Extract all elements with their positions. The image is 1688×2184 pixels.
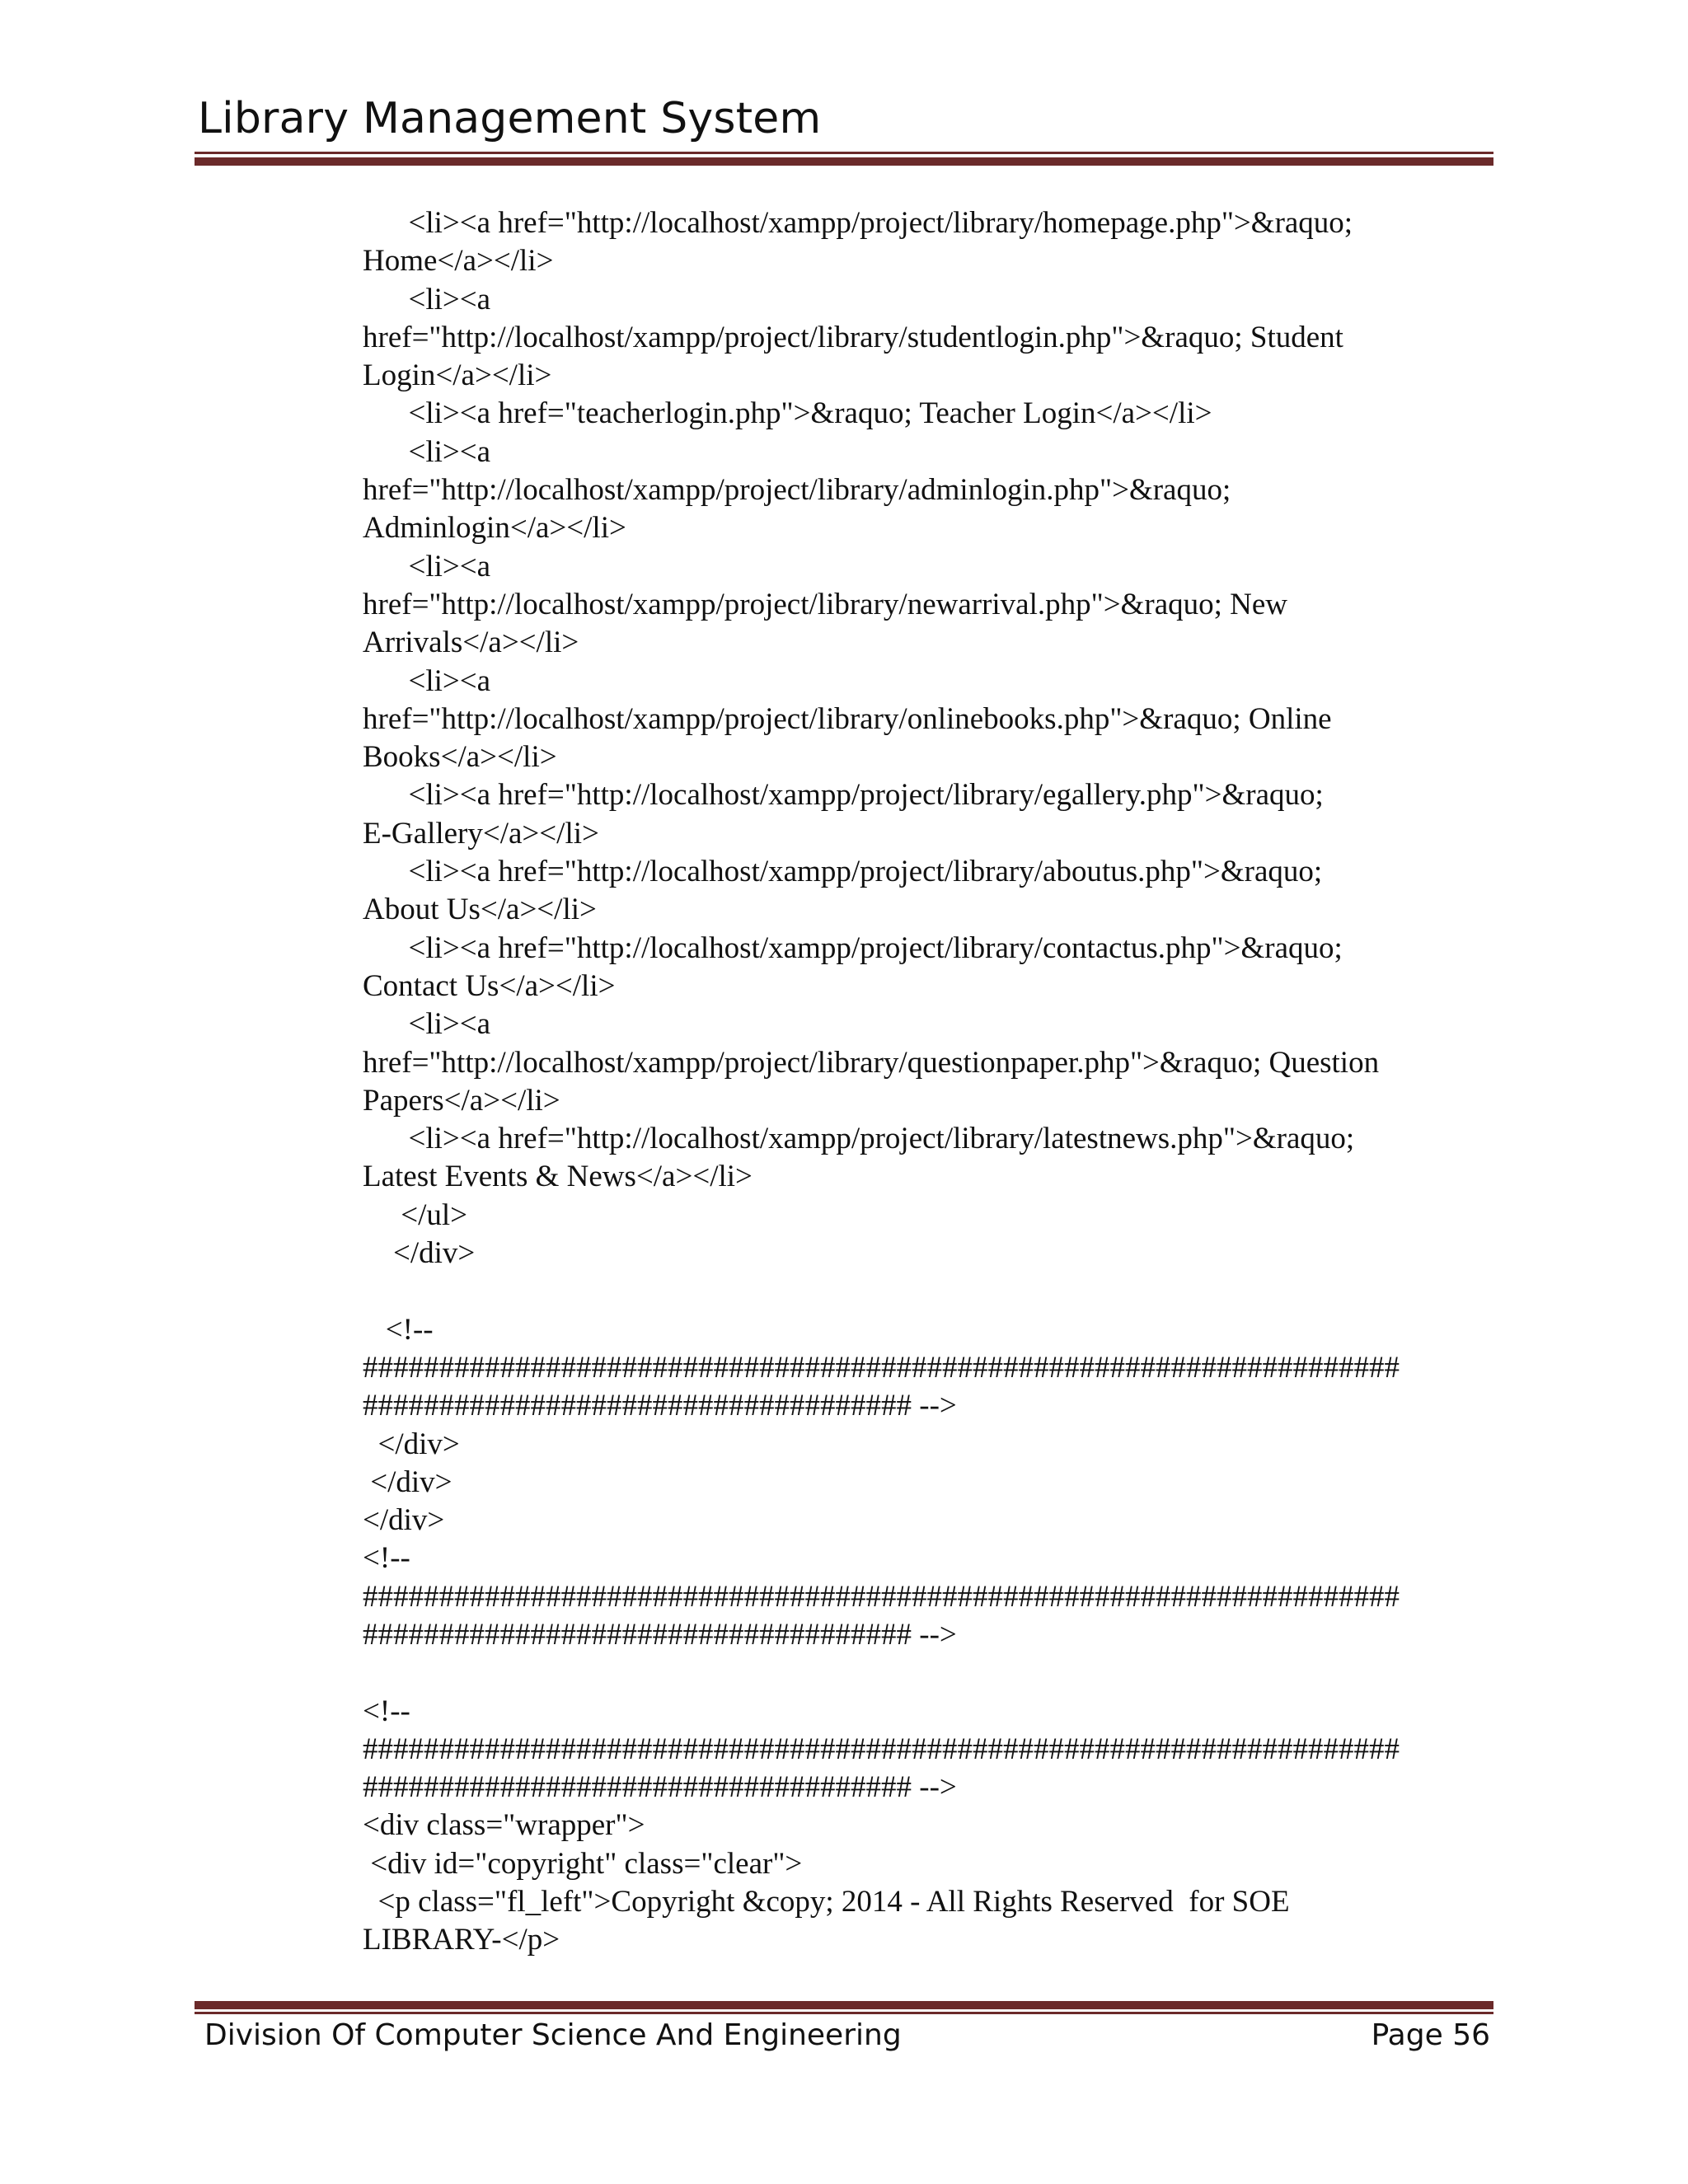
code-line: <li><a href="http://localhost/xampp/project/library/aboutus.php">&raquo; xyxy=(363,855,1323,889)
code-line: Books</a></li> xyxy=(363,740,557,775)
code-line: <!-- xyxy=(363,1541,410,1576)
code-line: </div> xyxy=(363,1503,445,1538)
header-rule-thin xyxy=(195,152,1493,154)
code-line: #################################### --> xyxy=(363,1770,957,1805)
code-line: <li><a href="http://localhost/xampp/project/library/latestnews.php">&raquo; xyxy=(363,1122,1355,1156)
code-line: </ul> xyxy=(363,1197,468,1232)
code-line: href="http://localhost/xampp/project/library/adminlogin.php">&raquo; xyxy=(363,473,1231,508)
code-line: </div> xyxy=(363,1465,452,1499)
code-line xyxy=(363,1654,1493,1692)
footer-rule-thin xyxy=(195,2012,1493,2014)
code-line: <li><a xyxy=(363,434,491,469)
code-line: Papers</a></li> xyxy=(363,1083,560,1118)
code-line: <!-- xyxy=(363,1312,434,1347)
footer-rule-thick xyxy=(195,2001,1493,2009)
code-line: About Us</a></li> xyxy=(363,893,597,927)
header-title: Library Management System xyxy=(198,94,822,143)
code-line: <li><a href="http://localhost/xampp/project/library/egallery.php">&raquo; xyxy=(363,778,1324,813)
code-listing xyxy=(363,204,1493,1960)
code-line: Arrivals</a></li> xyxy=(363,626,579,660)
code-line: <li><a xyxy=(363,282,491,316)
code-line: <p class="fl_left">Copyright &copy; 2014 - All Rights Reserved for SOE xyxy=(363,1885,1290,1919)
code-line: </div> xyxy=(363,1236,476,1271)
code-line: #################################################################### xyxy=(363,1732,1400,1766)
code-line: LIBRARY-</p> xyxy=(363,1923,560,1957)
code-line: Contact Us</a></li> xyxy=(363,968,616,1003)
code-line: Home</a></li> xyxy=(363,244,554,279)
code-line: Login</a></li> xyxy=(363,359,552,393)
code-line: <li><a href="http://localhost/xampp/project/library/homepage.php">&raquo; xyxy=(363,206,1353,240)
footer-division: Division Of Computer Science And Engineering xyxy=(204,2018,902,2052)
code-line: <li><a href="teacherlogin.php">&raquo; Teacher Login</a></li> xyxy=(363,396,1212,431)
code-line: </div> xyxy=(363,1427,460,1461)
code-line: <li><a href="http://localhost/xampp/project/library/contactus.php">&raquo; xyxy=(363,930,1343,965)
code-line: #################################################################### xyxy=(363,1350,1400,1385)
code-line: <li><a xyxy=(363,1007,491,1042)
code-line: href="http://localhost/xampp/project/library/onlinebooks.php">&raquo; Online xyxy=(363,701,1332,736)
header-rule-thick xyxy=(195,157,1493,166)
code-line: <li><a xyxy=(363,663,491,698)
code-line: <!-- xyxy=(363,1694,410,1728)
code-line: href="http://localhost/xampp/project/library/questionpaper.php">&raquo; Question xyxy=(363,1045,1380,1080)
code-line xyxy=(363,1272,1493,1310)
page-number: Page 56 xyxy=(1371,2018,1490,2052)
code-line: <li><a xyxy=(363,549,491,583)
code-line: #################################################################### xyxy=(363,1579,1400,1614)
code-line: E-Gallery</a></li> xyxy=(363,816,599,851)
code-line: <div class="wrapper"> xyxy=(363,1808,645,1843)
code-line: #################################### --> xyxy=(363,1617,957,1652)
code-line: #################################### --> xyxy=(363,1389,957,1423)
code-line: href="http://localhost/xampp/project/library/studentlogin.php">&raquo; Student xyxy=(363,320,1343,354)
code-line: Adminlogin</a></li> xyxy=(363,511,626,546)
code-line: Latest Events & News</a></li> xyxy=(363,1160,753,1194)
code-line: href="http://localhost/xampp/project/library/newarrival.php">&raquo; New xyxy=(363,587,1288,621)
code-line: <div id="copyright" class="clear"> xyxy=(363,1846,803,1881)
